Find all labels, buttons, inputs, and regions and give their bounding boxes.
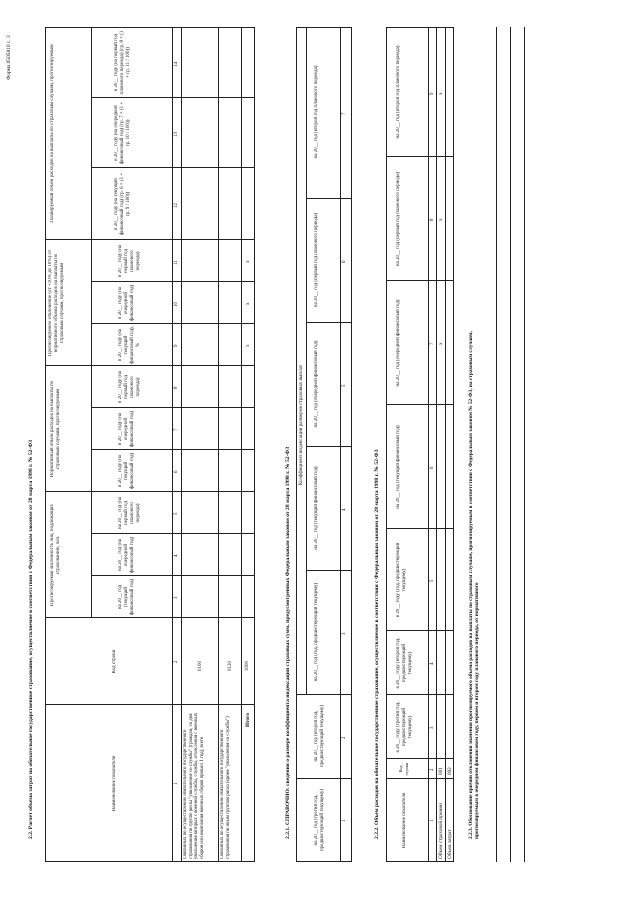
row-0120-name: Связанных по осуществлению обязательного государственного страхования по иным группам риска (кроме "увольнения со службы") xyxy=(220,716,231,859)
exp-x-mark-1: x xyxy=(438,342,444,345)
subheader-deviation-1: в 20__ году (на текущий финансовый год), % xyxy=(118,326,141,364)
x-mark-1: x xyxy=(245,344,251,347)
exp-num-5: 5 xyxy=(430,579,435,582)
coef-col-2: на 20__ год (второй год, предшествующий текущему) xyxy=(314,705,325,768)
exp-row-costs-name: Объем затрат xyxy=(447,829,453,859)
header-plan: Планируемый объем расходов на выплаты по страховым случаям, прогнозируемым xyxy=(50,44,55,223)
exp-col-4: на 20__ год (текущий финансовый год) xyxy=(396,425,401,509)
subheader-count-3: на 20__ год (на первый год планового периода) xyxy=(118,496,141,530)
subheader-plan-2: в 20__ году (на очередной финансовый год) (гр. 7 × (1 + гр. 10 / 100)) xyxy=(114,101,131,165)
exp-header-code: Код строки xyxy=(398,762,409,776)
justification-line-2 xyxy=(510,27,511,862)
section-2-2-1-title: 2.2.1. СПРАВОЧНО: сведения о размере коэффициента индексации страховых сумм, предусмотренных Федеральным законом от 28 марта 1998 г. № 52-ФЗ xyxy=(285,446,291,839)
coef-num-2: 2 xyxy=(342,736,347,739)
header-count: Прогнозируемая численность лиц, подлежащих страхованию, чел. xyxy=(50,504,61,606)
coef-col-6: на 20__ год (первый год планового периода) xyxy=(314,212,319,308)
justification-line-3 xyxy=(524,27,525,862)
section-2-2-2-title: 2.2.2. Объем расходов на обязательное государственное страхование, осуществляемое в соответствии с Федеральным законом от 28 марта 1998 г. № 52-ФЗ xyxy=(374,449,380,839)
exp-x-mark-3: x xyxy=(438,92,444,95)
header-deviation: Прогнозируемое отклонение (от +10% до 10%) от нормативного объема расходов на выплаты по страховым случаям, прогнозируемым xyxy=(48,249,65,357)
coef-num-6: 6 xyxy=(342,260,347,263)
colnum-13: 13 xyxy=(174,132,179,137)
coef-col-4: на 20__ год (текущий финансовый год) xyxy=(314,466,319,550)
coef-num-4: 4 xyxy=(342,508,347,511)
coef-col-3: на 20__ год (год, предшествующий текущему) xyxy=(314,582,319,682)
subheader-norm-1: в 20__ году (на текущий финансовый год) xyxy=(118,452,135,490)
exp-num-8: 8 xyxy=(430,218,435,221)
exp-row-premium-code: 001 xyxy=(438,767,444,775)
subheader-norm-2: в 20__ году (на очередной финансовый год) xyxy=(118,410,135,448)
row-0120-code: 0120 xyxy=(228,661,233,671)
exp-num-6: 6 xyxy=(430,466,435,469)
subheader-count-2: на 20__ год (на очередной финансовый год) xyxy=(118,536,135,574)
colnum-9: 9 xyxy=(174,344,179,347)
colnum-7: 7 xyxy=(174,428,179,431)
colnum-5: 5 xyxy=(174,512,179,515)
subheader-deviation-3: в 20__ году (на первый год планового периода) xyxy=(118,245,141,277)
colnum-4: 4 xyxy=(174,554,179,557)
exp-col-6: на 20__ год (первый год планового периода) xyxy=(396,171,401,267)
row-total-name: Итого xyxy=(245,713,251,727)
form-code: Форма 0505810 с. 3 xyxy=(6,35,12,80)
exp-row-premium-name: Объем страховой премии xyxy=(438,803,444,859)
colnum-1: 1 xyxy=(174,782,179,785)
coef-num-3: 3 xyxy=(342,632,347,635)
header-code: Код строки xyxy=(112,649,117,674)
colnum-6: 6 xyxy=(174,470,179,473)
exp-header-name: Наименование показателя xyxy=(402,792,407,849)
coef-num-5: 5 xyxy=(342,384,347,387)
coef-num-1: 1 xyxy=(342,819,347,822)
exp-num-9: 9 xyxy=(430,92,435,95)
header-norm: Нормативный объем расходов на выплаты по страховым случаям, прогнозируемым xyxy=(50,380,61,478)
coef-col-5: на 20__ год (очередной финансовый год) xyxy=(314,340,319,428)
row-total-code: 1000 xyxy=(245,661,250,671)
colnum-3: 3 xyxy=(174,596,179,599)
header-name: Наименование показателя xyxy=(112,755,117,812)
x-mark-2: x xyxy=(245,302,251,305)
colnum-11: 11 xyxy=(174,260,179,265)
justification-line-1 xyxy=(496,27,497,862)
row-0100-name: Связанных по осуществлению обязательного государственного страхования по группе риска "увольнение со службы" (граждан, со дня увольнения которых с военной службы, службы, отчисления с военных сборов или окончания военных сборов прошел 1 год), всего xyxy=(183,712,205,859)
coef-col-7: на 20__ год (второй год планового периода) xyxy=(314,65,319,159)
exp-col-5: на 20__ год (очередной финансовый год) xyxy=(396,299,401,387)
exp-col-7: на 20__ год (второй год планового периода) xyxy=(396,45,401,139)
subheader-deviation-2: в 20__ году (на очередной финансовый год) xyxy=(118,284,135,322)
colnum-10: 10 xyxy=(174,302,179,307)
row-0100-code: 0100 xyxy=(198,661,203,671)
exp-num-4: 4 xyxy=(430,662,435,665)
exp-num-3: 3 xyxy=(430,726,435,729)
coef-num-7: 7 xyxy=(342,112,347,115)
x-mark-3: x xyxy=(245,260,251,263)
subheader-norm-3: в 20__ году (на первый год планового периода) xyxy=(118,371,141,403)
exp-row-costs-code: 002 xyxy=(447,767,453,775)
subheader-count-1: на 20__ год (текущий финансовый год) xyxy=(118,578,135,616)
exp-col-1: в 20__ году (третий год, предшествующий текущему) xyxy=(396,701,413,753)
exp-col-3: в 20__ году (год, предшествующий текущему) xyxy=(396,542,407,618)
colnum-2: 2 xyxy=(174,660,179,663)
subheader-plan-1: в 20__ году (на текущий финансовый год) (гр. 6 × (1 + гр. 9 / 100)) xyxy=(114,172,131,236)
exp-x-mark-2: x xyxy=(438,218,444,221)
coef-col-1: на 20__ год (третий год, предшествующий текущему) xyxy=(314,789,325,852)
section-2-2-3-title: 2.2.3. Обоснование причин отклонения значения прогнозируемого объема расходов на выплаты по страховым случаям, прогнозируемым в соответствии с Федеральным законом № 52-ФЗ, на страховым случаям, прогнозируемым в очередном финансовом году, первом и втором году планового периода, от нормативного xyxy=(468,331,481,839)
subheader-plan-3: в 20__ году (на первый год планового периода) (гр. 8 × (1 + гр. 11 / 100)) xyxy=(114,30,131,95)
colnum-8: 8 xyxy=(174,386,179,389)
header-coefficient: Коэффициент индексации размеров страховых выплат xyxy=(298,364,304,486)
exp-col-2: в 20__ году (второй год, предшествующий текущему) xyxy=(396,637,413,689)
exp-num-2: 2 xyxy=(430,768,435,771)
exp-num-1: 1 xyxy=(430,819,435,822)
exp-num-7: 7 xyxy=(430,342,435,345)
section-2-2-title: 2.2. Расчет объема затрат на обязательное государственное страхование, осуществляемое в соответствии с Федеральным законом от 28 марта 1998 г. № 52-ФЗ xyxy=(28,439,34,839)
colnum-12: 12 xyxy=(174,203,179,208)
colnum-14: 14 xyxy=(174,62,179,67)
